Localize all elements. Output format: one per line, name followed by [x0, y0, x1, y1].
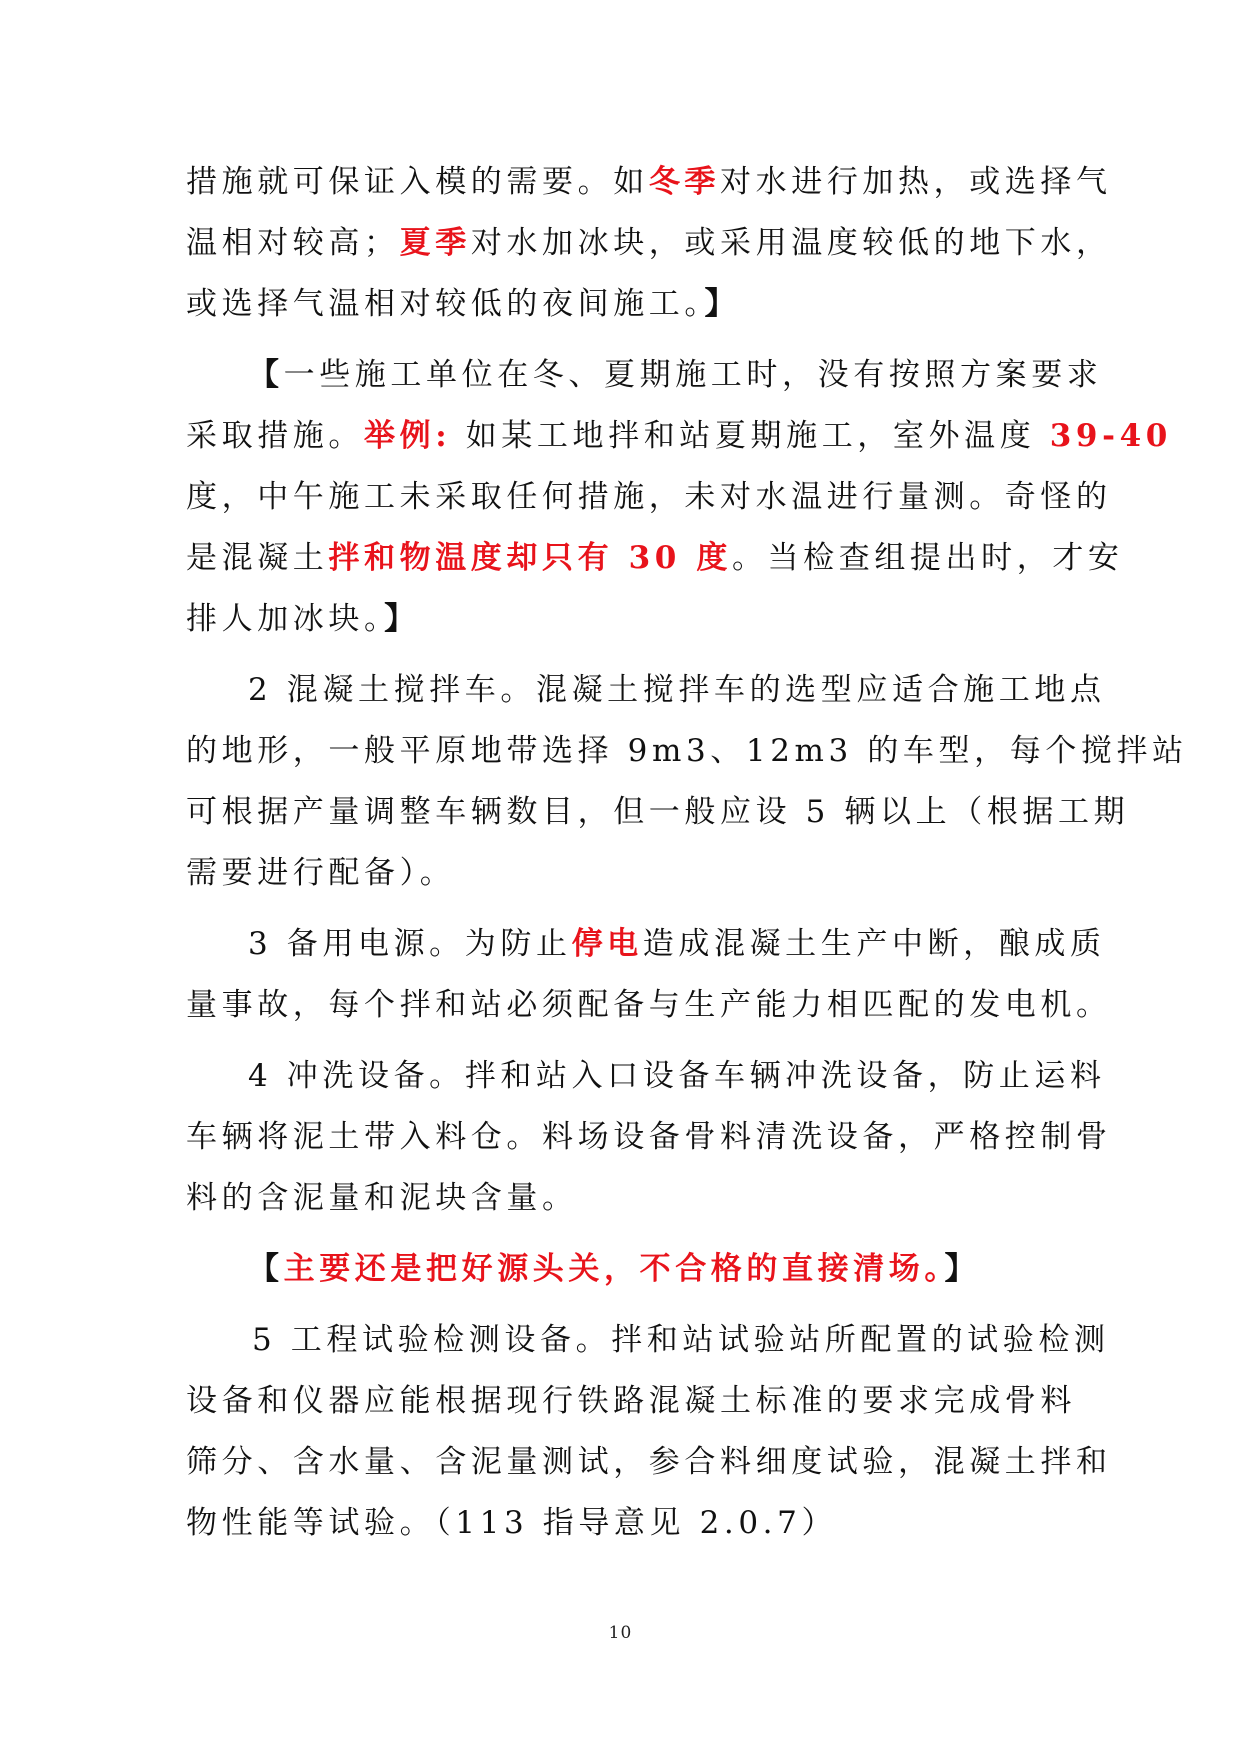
text-run: 对水进行加热，或选择气	[720, 164, 1112, 200]
text-line	[186, 1239, 1056, 1300]
text-run: 一些施工单位在冬、夏期施工时，没有按照方案要求	[283, 357, 1103, 393]
text-line	[186, 213, 1112, 274]
highlight-text: 冬季	[648, 164, 721, 200]
text-run: 5 工程试验检测设备。拌和站试验站所配置的试验检测	[252, 1322, 1110, 1358]
paragraph	[186, 152, 1112, 335]
text-line	[186, 1493, 1056, 1554]
highlight-text: 夏季	[399, 225, 471, 261]
text-run: 采取措施。	[186, 418, 364, 454]
text-run: 排人加冰块。	[186, 601, 385, 637]
text-run: 造成混凝土生产中断，酿成质	[642, 926, 1106, 962]
text-line	[186, 152, 1112, 213]
text-run: 2 混凝土搅拌车。混凝土搅拌车的选型应适合施工地点	[248, 672, 1106, 708]
text-run: 车辆将泥土带入料仓。料场设备骨料清洗设备，严格控制骨	[186, 1119, 1112, 1155]
text-run: 量事故，每个拌和站必须配备与生产能力相匹配的发电机。	[186, 987, 1112, 1023]
text-line	[186, 406, 1172, 467]
text-line	[186, 843, 1056, 904]
text-run: 如某工地拌和站夏期施工，室外温度	[451, 418, 1050, 454]
text-line	[186, 1371, 1076, 1432]
text-run: 料的含泥量和泥块含量。	[186, 1180, 578, 1216]
paragraph	[186, 1239, 1056, 1300]
text-run: 】	[704, 286, 741, 322]
text-run: 度，中午施工未采取任何措施，未对水温进行量测。奇怪的	[186, 479, 1112, 515]
text-line	[186, 721, 1188, 782]
text-line	[186, 1107, 1112, 1168]
text-run: 对水加冰块，或采用温度较低的地下水，	[470, 225, 1112, 261]
body-text	[186, 152, 1188, 1554]
paragraph	[186, 660, 1188, 904]
text-run: 温相对较高；	[186, 225, 400, 261]
text-run: 是混凝土	[186, 540, 329, 576]
text-run: 】	[944, 1251, 981, 1287]
text-run: 需要进行配备）。	[186, 855, 456, 891]
text-run: 可根据产量调整车辆数目，但一般应设 5 辆以上（根据工期	[186, 794, 1130, 830]
highlight-text: 主要还是把好源头关，不合格的直接清场。	[283, 1251, 945, 1287]
text-run: 或选择气温相对较低的夜间施工。	[186, 286, 705, 322]
text-line	[186, 782, 1130, 843]
text-line	[186, 467, 1112, 528]
text-line	[186, 1046, 1106, 1107]
highlight-text: 举例:	[364, 418, 452, 454]
text-run: 】	[384, 601, 420, 637]
text-line	[186, 660, 1106, 721]
text-run: 设备和仪器应能根据现行铁路混凝土标准的要求完成骨料	[186, 1383, 1076, 1419]
text-line	[186, 589, 1056, 650]
text-line	[186, 1432, 1112, 1493]
paragraph	[186, 345, 1172, 650]
text-line	[186, 274, 1056, 335]
text-line	[186, 975, 1112, 1036]
page-number: 10	[608, 1623, 633, 1643]
highlight-text: 拌和物温度却只有 30 度	[328, 540, 732, 576]
text-run: 3 备用电源。为防止	[248, 926, 572, 962]
text-run: 的地形，一般平原地带选择 9m3、12m3 的车型，每个搅拌站	[186, 733, 1188, 769]
text-line	[186, 1168, 1056, 1229]
text-line	[186, 914, 1106, 975]
highlight-text: 停电	[571, 926, 643, 962]
paragraph	[186, 1310, 1112, 1554]
text-run: 措施就可保证入模的需要。如	[186, 164, 649, 200]
text-line	[186, 528, 1124, 589]
text-line	[186, 345, 1103, 406]
text-run: 【	[248, 357, 284, 393]
highlight-text: 39-40	[1049, 418, 1172, 454]
text-line	[186, 1310, 1110, 1371]
text-run: 物性能等试验。（113 指导意见 2.0.7）	[186, 1505, 838, 1541]
text-run: 【	[248, 1251, 284, 1287]
text-run: 4 冲洗设备。拌和站入口设备车辆冲洗设备，防止运料	[248, 1058, 1106, 1094]
paragraph	[186, 1046, 1112, 1229]
text-run: 。当检查组提出时，才安	[731, 540, 1124, 576]
paragraph	[186, 914, 1112, 1036]
text-run: 筛分、含水量、含泥量测试，参合料细度试验，混凝土拌和	[186, 1444, 1112, 1480]
